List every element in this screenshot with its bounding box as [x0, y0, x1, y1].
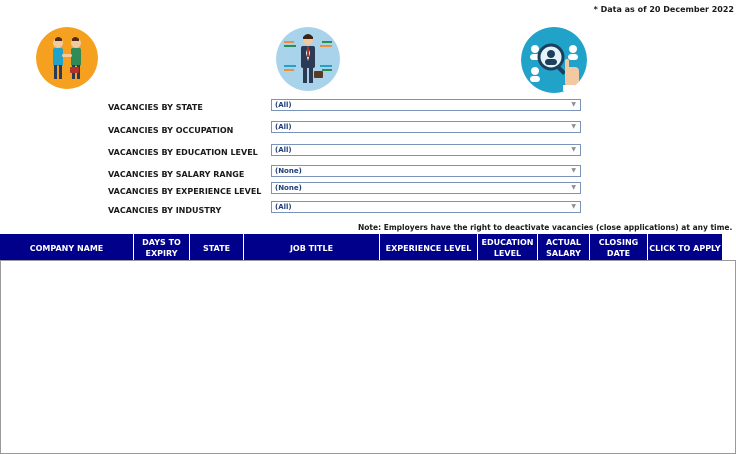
employer-note: Note: Employers have the right to deactivate vacancies (close applications) at any time.	[358, 223, 733, 232]
candidate-search-icon	[521, 27, 587, 93]
filter-select-salary[interactable]	[271, 165, 581, 177]
column-header-company-name[interactable]: COMPANY NAME	[0, 234, 134, 260]
filter-label-occupation: VACANCIES BY OCCUPATION	[108, 126, 234, 135]
data-date-note: * Data as of 20 December 2022	[593, 5, 734, 14]
handshake-icon	[36, 27, 98, 89]
chevron-down-icon: ▼	[571, 101, 576, 108]
filter-value-occupation: (All)	[275, 123, 292, 131]
filter-value-state: (All)	[275, 101, 292, 109]
filter-label-salary: VACANCIES BY SALARY RANGE	[108, 170, 245, 179]
filter-value-education: (All)	[275, 146, 292, 154]
column-header-job-title[interactable]: JOB TITLE	[244, 234, 380, 260]
chevron-down-icon: ▼	[571, 146, 576, 153]
table-header	[0, 234, 722, 260]
chevron-down-icon: ▼	[571, 123, 576, 130]
column-header-days-to-expiry[interactable]: DAYS TO EXPIRY	[134, 234, 190, 260]
filter-select-industry[interactable]	[271, 201, 581, 213]
filter-select-state[interactable]	[271, 99, 581, 111]
filter-label-state: VACANCIES BY STATE	[108, 103, 203, 112]
column-header-education-level[interactable]: EDUCATION LEVEL	[478, 234, 538, 260]
chevron-down-icon: ▼	[571, 184, 576, 191]
column-header-closing-date[interactable]: CLOSING DATE	[590, 234, 648, 260]
filter-value-salary: (None)	[275, 167, 302, 175]
businessman-icon	[276, 27, 340, 91]
column-header-experience-level[interactable]: EXPERIENCE LEVEL	[380, 234, 478, 260]
column-header-actual-salary[interactable]: ACTUAL SALARY	[538, 234, 590, 260]
filter-value-industry: (All)	[275, 203, 292, 211]
chevron-down-icon: ▼	[571, 203, 576, 210]
chevron-down-icon: ▼	[571, 167, 576, 174]
results-table-body	[0, 260, 736, 454]
column-header-state[interactable]: STATE	[190, 234, 244, 260]
column-header-click-to-apply[interactable]: CLICK TO APPLY	[649, 243, 721, 253]
filter-select-experience[interactable]	[271, 182, 581, 194]
filter-label-education: VACANCIES BY EDUCATION LEVEL	[108, 148, 258, 157]
filter-label-experience: VACANCIES BY EXPERIENCE LEVEL	[108, 187, 262, 196]
filter-label-industry: VACANCIES BY INDUSTRY	[108, 206, 222, 215]
filter-select-occupation[interactable]	[271, 121, 581, 133]
filter-select-education[interactable]	[271, 144, 581, 156]
filter-value-experience: (None)	[275, 184, 302, 192]
